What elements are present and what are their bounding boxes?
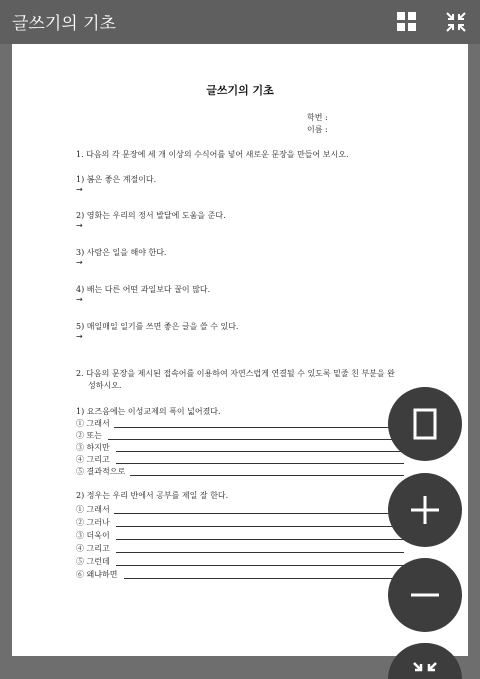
- grid-icon[interactable]: [395, 10, 419, 34]
- answer-line: [116, 552, 404, 553]
- answer-line: [116, 451, 404, 452]
- zoom-in-icon: [388, 473, 462, 547]
- arrow-5: →: [76, 332, 83, 341]
- single-page-icon: [388, 387, 462, 461]
- q1-item-5: 5) 매일매일 일기를 쓰면 좋은 글을 쓸 수 있다.: [76, 322, 239, 331]
- zoom-out-icon: [388, 558, 462, 632]
- q2-2-option-6: ⑥ 왜냐하면: [76, 570, 118, 579]
- app-title: 글쓰기의 기초: [12, 14, 116, 34]
- question-1: 1. 다음의 각 문장에 세 개 이상의 수식어를 넣어 새로운 문장을 만들어 보시오.: [76, 150, 349, 159]
- q1-item-4: 4) 배는 다른 어떤 과일보다 꿀이 많다.: [76, 285, 211, 294]
- q2-1-option-3: ③ 하지만: [76, 443, 110, 452]
- q2-1-option-4: ④ 그리고: [76, 455, 110, 464]
- answer-line: [130, 475, 404, 476]
- q2-1-prompt: 1) 요즈음에는 이성교제의 폭이 넓어졌다.: [76, 407, 221, 416]
- answer-line: [114, 427, 404, 428]
- answer-line: [116, 526, 404, 527]
- question-2-line-1: 2. 다음의 문장을 제시된 접속어를 이용하여 자연스럽게 연결될 수 있도록 밑줄 친 부분을 완: [76, 369, 395, 378]
- student-id-label: 학번 :: [307, 113, 328, 122]
- q2-1-option-2: ② 또는: [76, 431, 102, 440]
- answer-line: [108, 439, 404, 440]
- q1-item-2: 2) 영화는 우리의 정서 발달에 도움을 준다.: [76, 211, 226, 220]
- top-bar: [0, 0, 480, 44]
- q1-item-3: 3) 사람은 일을 해야 한다.: [76, 248, 167, 257]
- arrow-1: →: [76, 185, 83, 194]
- q2-2-prompt: 2) 정우는 우리 반에서 공부를 제일 잘 한다.: [76, 491, 229, 500]
- q2-1-option-1: ① 그래서: [76, 419, 110, 428]
- q2-2-option-2: ② 그러나: [76, 518, 110, 527]
- arrow-4: →: [76, 295, 83, 304]
- q2-2-option-1: ① 그래서: [76, 505, 110, 514]
- answer-line: [116, 565, 404, 566]
- q2-2-option-3: ③ 더욱이: [76, 531, 110, 540]
- collapse-icon: [388, 643, 462, 679]
- answer-line: [116, 539, 404, 540]
- arrow-2: →: [76, 221, 83, 230]
- zoom-in-button[interactable]: [388, 473, 462, 547]
- question-2-line-2: 성하시오.: [88, 381, 122, 390]
- q2-1-option-5: ⑤ 결과적으로: [76, 467, 126, 476]
- q2-2-option-4: ④ 그리고: [76, 544, 110, 553]
- answer-line: [124, 578, 404, 579]
- answer-line: [116, 463, 404, 464]
- answer-line: [114, 513, 404, 514]
- fullscreen-exit-icon[interactable]: [444, 10, 468, 34]
- q1-item-1: 1) 봄은 좋은 계절이다.: [76, 175, 157, 184]
- single-page-button[interactable]: [388, 387, 462, 461]
- q2-2-option-5: ⑤ 그런데: [76, 557, 110, 566]
- document-title: 글쓰기의 기초: [206, 84, 274, 97]
- name-label: 이름 :: [307, 125, 328, 134]
- zoom-out-button[interactable]: [388, 558, 462, 632]
- collapse-button[interactable]: [388, 643, 462, 679]
- arrow-3: →: [76, 258, 83, 267]
